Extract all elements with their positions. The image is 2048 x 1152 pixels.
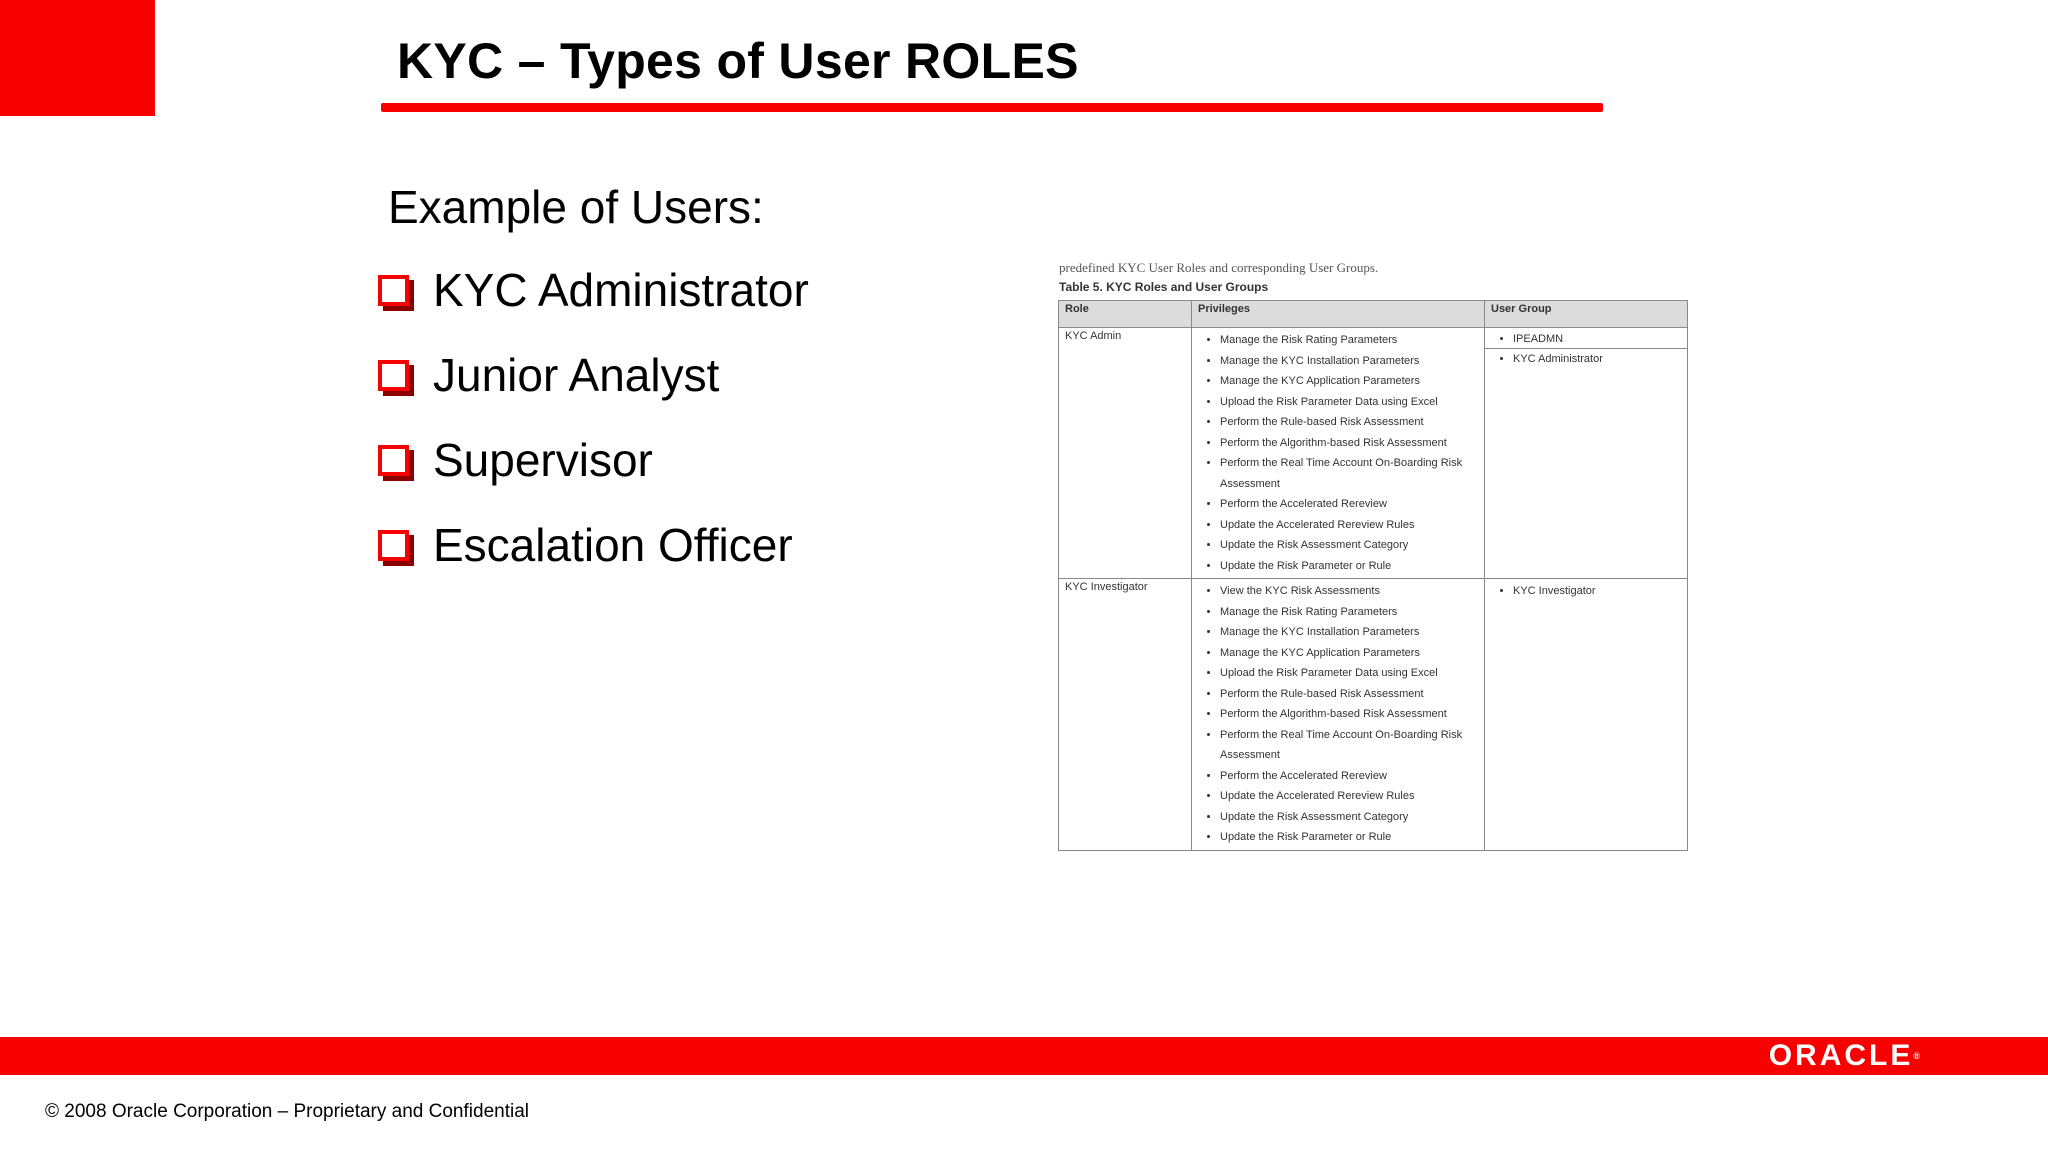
footer-bar: [0, 1037, 2048, 1075]
privilege-item: • Manage the Risk Rating Parameters: [1220, 330, 1478, 351]
privilege-item: • Perform the Rule-based Risk Assessment: [1220, 412, 1478, 433]
corner-accent-block: [0, 0, 155, 116]
privilege-item: • Manage the KYC Application Parameters: [1220, 643, 1478, 664]
list-item: [378, 347, 809, 403]
user-group-item: • IPEADMN: [1513, 330, 1681, 348]
user-list: [378, 262, 809, 602]
privilege-item: • Upload the Risk Parameter Data using Excel: [1220, 392, 1478, 413]
role-cell: KYC Investigator: [1059, 579, 1192, 851]
user-group-item: • KYC Investigator: [1513, 581, 1681, 602]
oracle-logo-text: ORACLE: [1768, 1039, 1914, 1072]
list-item: [378, 262, 809, 318]
roles-table: [1058, 300, 1688, 851]
user-label: Junior Analyst: [433, 349, 720, 401]
table-intro-text: predefined KYC User Roles and corresponding User Groups.: [1059, 260, 1379, 275]
privileges-cell: [1192, 579, 1485, 851]
oracle-logo: [1769, 1040, 1920, 1072]
user-group-list: [1491, 330, 1681, 348]
checkbox-bullet-icon: [378, 360, 409, 391]
user-group-list: [1491, 581, 1681, 602]
privilege-item: • Perform the Algorithm-based Risk Assessment: [1220, 433, 1478, 454]
user-label: KYC Administrator: [433, 264, 809, 316]
intro-text: Example of Users:: [388, 181, 764, 233]
roles-table-figure: [1058, 260, 1688, 851]
privilege-item: • Manage the KYC Installation Parameters: [1220, 351, 1478, 372]
list-item: [378, 432, 809, 488]
checkbox-bullet-icon: [378, 445, 409, 476]
privilege-item: • View the KYC Risk Assessments: [1220, 581, 1478, 602]
privileges-cell: [1192, 328, 1485, 579]
privilege-item: • Update the Risk Assessment Category: [1220, 807, 1478, 828]
privilege-item: • Perform the Real Time Account On-Boarding Risk Assessment: [1220, 453, 1478, 494]
privileges-list: [1198, 330, 1478, 576]
user-group-cell: [1485, 579, 1688, 851]
privilege-item: • Manage the KYC Application Parameters: [1220, 371, 1478, 392]
role-cell: KYC Admin: [1059, 328, 1192, 579]
privilege-item: • Update the Risk Parameter or Rule: [1220, 827, 1478, 848]
privilege-item: • Perform the Accelerated Rereview: [1220, 766, 1478, 787]
user-group-cell: [1485, 328, 1688, 579]
list-item: [378, 517, 809, 573]
user-label: Escalation Officer: [433, 519, 793, 571]
privilege-item: • Manage the KYC Installation Parameters: [1220, 622, 1478, 643]
copyright-notice: © 2008 Oracle Corporation – Proprietary and Confidential: [45, 1101, 529, 1122]
privilege-item: • Perform the Algorithm-based Risk Assessment: [1220, 704, 1478, 725]
privilege-item: • Perform the Accelerated Rereview: [1220, 494, 1478, 515]
checkbox-bullet-icon: [378, 275, 409, 306]
table-caption: Table 5. KYC Roles and User Groups: [1059, 280, 1269, 294]
table-header-row: [1059, 301, 1688, 328]
privilege-item: • Update the Accelerated Rereview Rules: [1220, 515, 1478, 536]
title-underline: [381, 103, 1603, 112]
checkbox-bullet-icon: [378, 530, 409, 561]
privilege-item: • Perform the Rule-based Risk Assessment: [1220, 684, 1478, 705]
privilege-item: • Upload the Risk Parameter Data using Excel: [1220, 663, 1478, 684]
user-group-item: • KYC Administrator: [1513, 349, 1681, 370]
privilege-item: • Manage the Risk Rating Parameters: [1220, 602, 1478, 623]
privilege-item: • Update the Accelerated Rereview Rules: [1220, 786, 1478, 807]
slide-title: KYC – Types of User ROLES: [397, 33, 1079, 89]
user-group-primary: [1485, 330, 1687, 349]
table-row: [1059, 579, 1688, 851]
privilege-item: • Perform the Real Time Account On-Boarding Risk Assessment: [1220, 725, 1478, 766]
privilege-item: • Update the Risk Assessment Category: [1220, 535, 1478, 556]
header-user-group: User Group: [1485, 301, 1688, 328]
table-row: [1059, 328, 1688, 579]
header-role: Role: [1059, 301, 1192, 328]
registered-mark-icon: ®: [1913, 1051, 1920, 1061]
user-label: Supervisor: [433, 434, 653, 486]
header-privileges: Privileges: [1192, 301, 1485, 328]
privilege-item: • Update the Risk Parameter or Rule: [1220, 556, 1478, 577]
user-group-list: [1491, 349, 1681, 370]
privileges-list: [1198, 581, 1478, 848]
